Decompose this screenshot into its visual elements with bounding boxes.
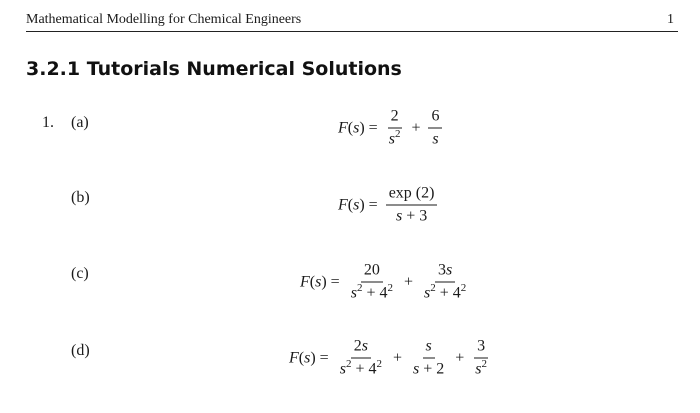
equation-lhs: F(s) = (300, 273, 340, 290)
fraction-numerator: exp (2) (386, 185, 438, 206)
document-title: Mathematical Modelling for Chemical Engineers (26, 12, 302, 27)
part-label-b: (b) (71, 189, 90, 206)
plus-operator: + (411, 119, 421, 136)
plus-operator: + (455, 349, 465, 366)
fraction-numerator: 3s (435, 262, 455, 283)
fraction-denominator: $s^2 + 4^2$ (424, 282, 467, 302)
fraction (337, 338, 385, 379)
fraction-denominator: $s^2 + 4^2$ (350, 282, 393, 302)
fraction (386, 108, 404, 149)
fraction-numerator: 2s (351, 338, 371, 359)
fraction-numerator: 2 (388, 108, 402, 129)
fraction (428, 108, 442, 149)
fraction-numerator: 20 (361, 262, 383, 283)
page-number: 1 (667, 12, 674, 27)
part-label-c: (c) (71, 265, 89, 282)
section-heading: 3.2.1 Tutorials Numerical Solutions (26, 58, 402, 80)
fraction-numerator: 3 (474, 338, 488, 359)
part-label-d: (d) (71, 342, 90, 359)
fraction-numerator: s (423, 338, 435, 359)
equation-c (300, 262, 471, 303)
fraction (472, 338, 490, 379)
fraction (386, 185, 438, 226)
fraction-denominator: $s^2 + 4^2$ (339, 358, 382, 378)
fraction-denominator: s + 2 (413, 360, 445, 378)
equation-a (338, 108, 444, 149)
running-header (26, 9, 678, 32)
fraction-numerator: 6 (428, 108, 442, 129)
equation-lhs: F(s) = (338, 196, 378, 213)
problem-number: 1. (42, 114, 54, 131)
fraction (421, 262, 469, 303)
equation-b (338, 185, 439, 226)
plus-operator: + (403, 273, 413, 290)
fraction-denominator: $s^2$ (388, 128, 401, 148)
equation-lhs: F(s) = (338, 119, 378, 136)
equation-lhs: F(s) = (289, 349, 329, 366)
fraction-denominator: s + 3 (395, 207, 428, 225)
fraction (348, 262, 396, 303)
fraction-denominator: $s^2$ (475, 358, 488, 378)
equation-d (289, 338, 492, 379)
part-label-a: (a) (71, 114, 89, 131)
fraction-denominator: s (432, 130, 439, 148)
plus-operator: + (392, 349, 402, 366)
fraction (410, 338, 447, 379)
